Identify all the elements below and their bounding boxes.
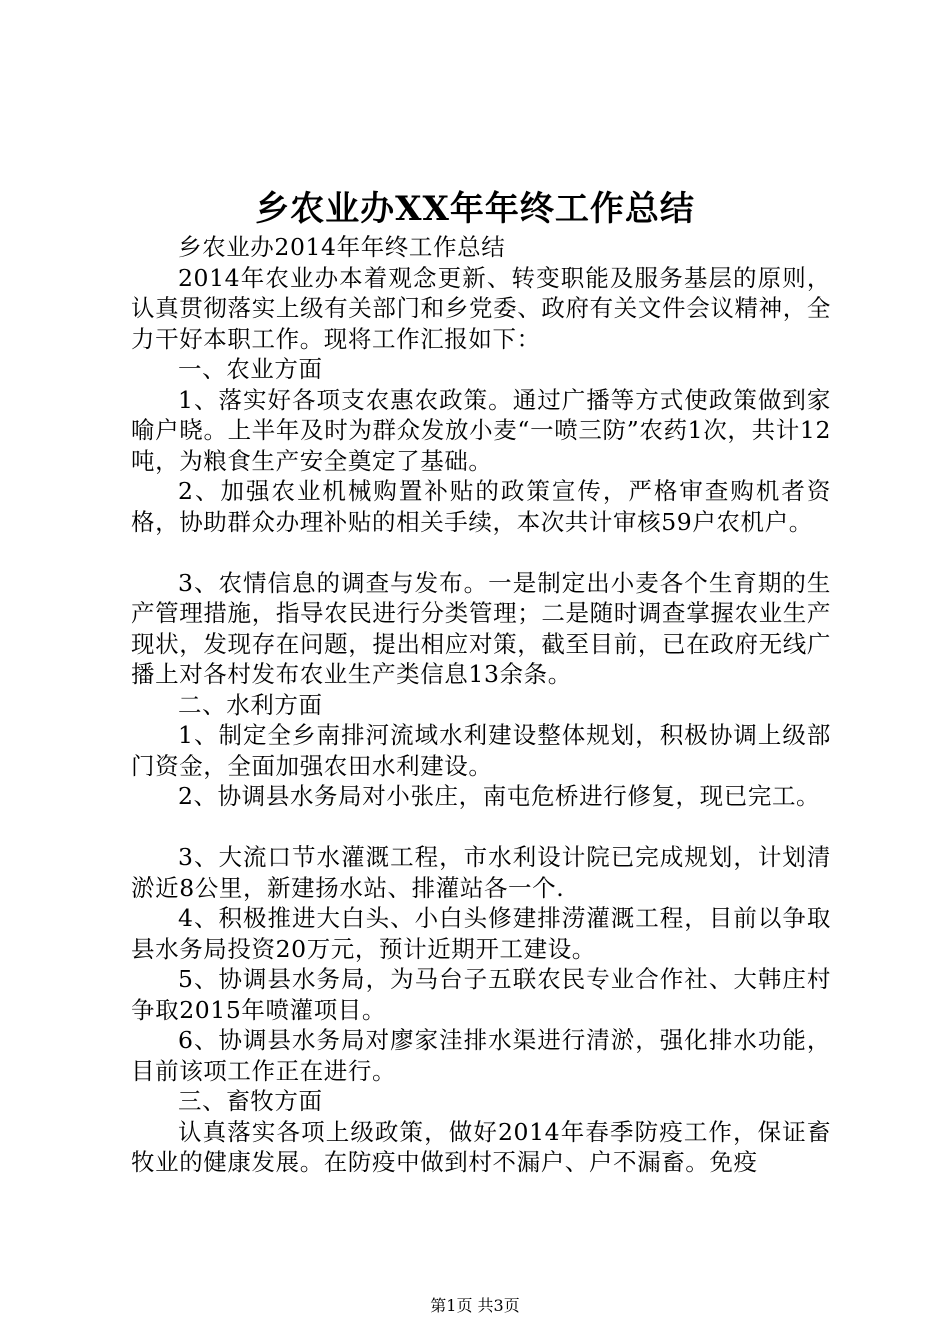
paragraph: 2014年农业办本着观念更新、转变职能及服务基层的原则，认真贯彻落实上级有关部门和乡党委、政府有关文件会议精神，全力干好本职工作。现将工作汇报如下： [131,263,831,353]
paragraph: 2、加强农业机械购置补贴的政策宣传，严格审查购机者资格，协助群众办理补贴的相关手续，本次共计审核59户农机户。 [131,477,831,536]
paragraph: 三、畜牧方面 [178,1087,323,1115]
paragraph: 4、积极推进大白头、小白头修建排涝灌溉工程，目前以争取县水务局投资20万元，预计近期开工建设。 [131,904,831,963]
paragraph: 2、协调县水务局对小张庄，南屯危桥进行修复，现已完工。 [178,782,821,810]
document-title: 乡农业办XX年年终工作总结 [255,189,695,229]
document-body [131,232,831,1178]
paragraph: 二、水利方面 [178,690,323,719]
paragraph: 1、制定全乡南排河流域水利建设整体规划，积极协调上级部门资金，全面加强农田水利建设。 [131,721,831,780]
page-footer: 第1页 共3页 [430,1296,520,1315]
paragraph: 3、农情信息的调查与发布。一是制定出小麦各个生育期的生产管理措施，指导农民进行分类管理；二是随时调查掌握农业生产现状，发现存在问题，提出相应对策，截至目前，已在政府无线广播上对各村发布农业生产类信息13余条。 [131,568,831,688]
paragraph: 3、大流口节水灌溉工程，市水利设计院已完成规划，计划清淤近8公里，新建扬水站、排灌站各一个. [131,843,831,902]
paragraph: 6、协调县水务局对廖家洼排水渠进行清淤，强化排水功能，目前该项工作正在进行。 [131,1026,831,1085]
paragraph: 5、协调县水务局，为马台子五联农民专业合作社、大韩庄村争取2015年喷灌项目。 [131,965,831,1024]
paragraph: 乡农业办2014年年终工作总结 [178,233,506,261]
paragraph: 认真落实各项上级政策，做好2014年春季防疫工作，保证畜牧业的健康发展。在防疫中做到村不漏户、户不漏畜。免疫 [131,1117,831,1176]
paragraph: 一、农业方面 [178,355,323,383]
paragraph: 1、落实好各项支农惠农政策。通过广播等方式使政策做到家喻户晓。上半年及时为群众发放小麦“一喷三防”农药1次，共计12吨，为粮食生产安全奠定了基础。 [131,385,831,475]
